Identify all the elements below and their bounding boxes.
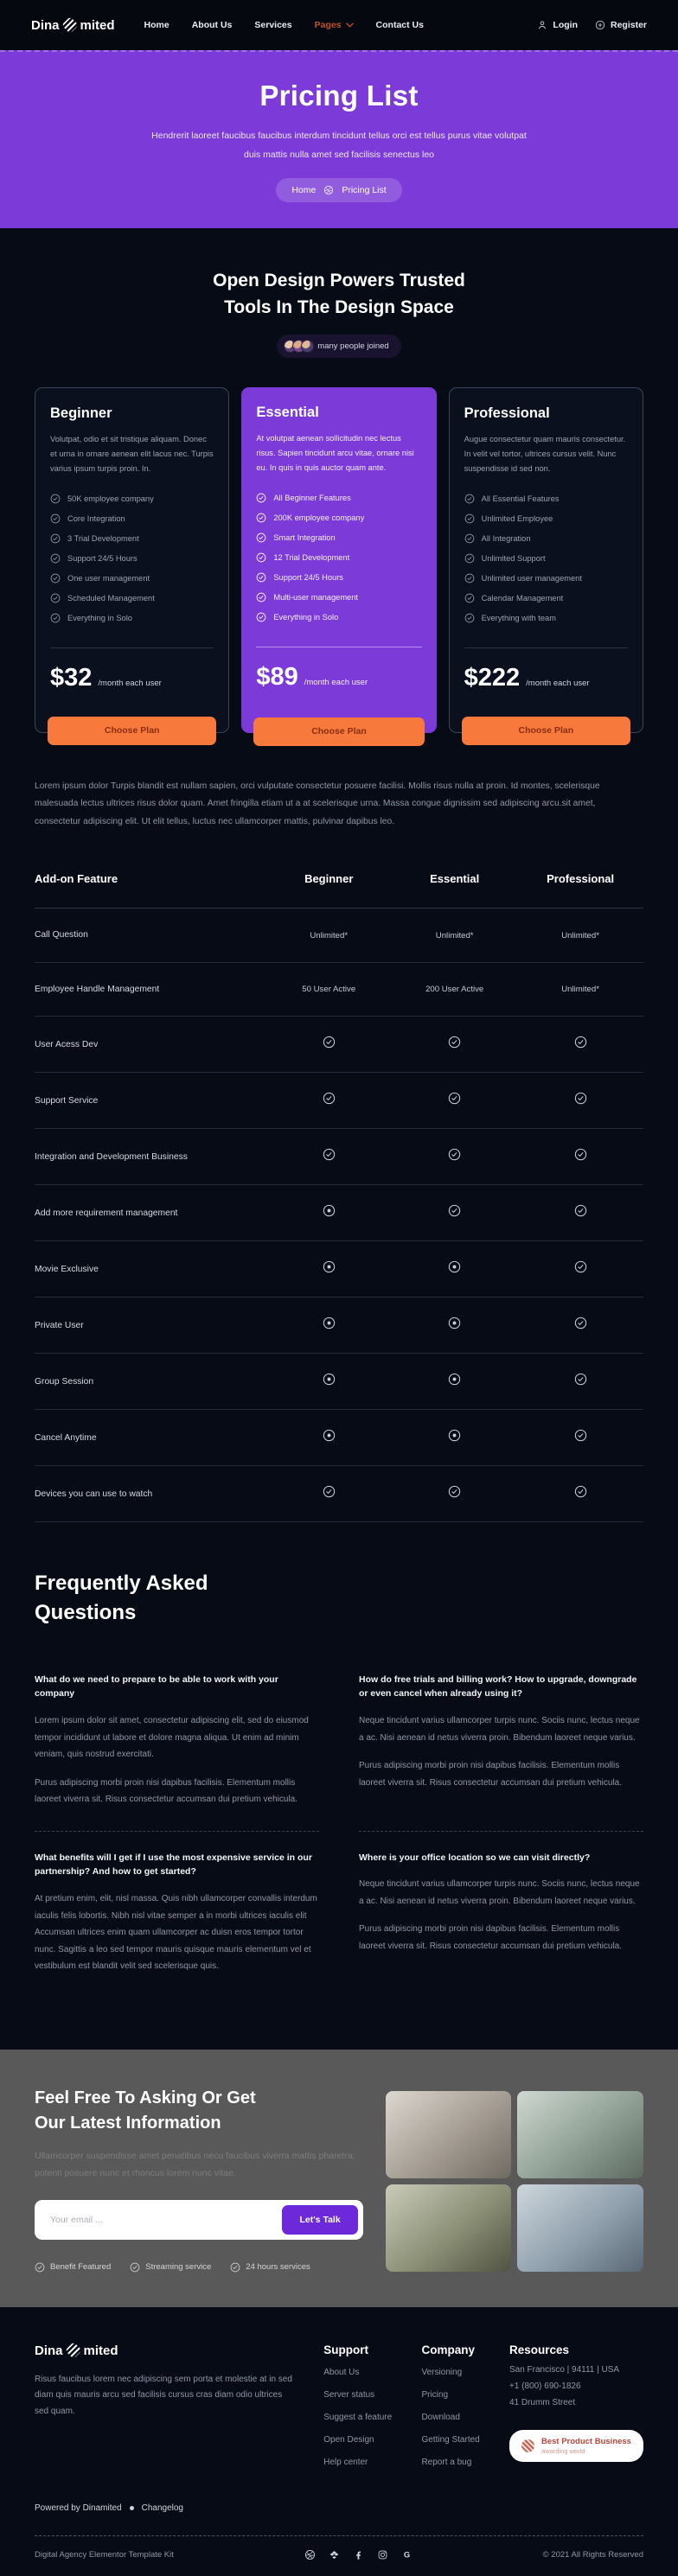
- comparison-value: Unlimited*: [561, 985, 599, 995]
- lets-talk-button[interactable]: Let's Talk: [282, 2205, 357, 2235]
- check-circle-icon: [50, 533, 61, 544]
- page-title: Pricing List: [259, 80, 419, 112]
- faq-question: What do we need to prepare to be able to work with your company: [35, 1674, 278, 1699]
- plan-period: /month each user: [526, 678, 590, 688]
- faq-answer: Purus adipiscing morbi proin nisi dapibus facilisis. Elementum mollis laoreet viverra sit. Risus consectetur accumsan dui pretium vehicula.: [359, 1761, 623, 1788]
- footer-company-column: [421, 2343, 479, 2474]
- check-circle-icon: [256, 572, 266, 583]
- cta-feature-checks: [35, 2262, 363, 2273]
- award-badge-icon: [521, 2439, 534, 2452]
- dot-circle-icon: [323, 1429, 336, 1442]
- check-circle-icon: [50, 593, 61, 603]
- footer-link-download[interactable]: Download: [421, 2413, 460, 2423]
- user-icon: [537, 20, 547, 30]
- top-nav: [0, 0, 678, 50]
- faq-grid: [35, 1654, 643, 1998]
- check-circle-icon: [574, 1148, 587, 1161]
- comparison-row: [35, 1017, 643, 1073]
- check-circle-icon: [574, 1373, 587, 1386]
- plan-feature: Unlimited Support: [464, 549, 628, 569]
- plan-description: At volutpat aenean sollicitudin nec lectus risus. Sapien tincidunt arcu vitae, ornare nisi eu. In quis in quis auctor quam ante.: [256, 433, 414, 473]
- plan-cards: [35, 387, 643, 756]
- comparison-row: [35, 1410, 643, 1466]
- cta-heading: Feel Free To Asking Or Get Our Latest Information: [35, 2088, 256, 2133]
- nav-item-home[interactable]: Home: [144, 20, 170, 30]
- google-icon: [401, 2549, 413, 2560]
- people-joined-label: many people joined: [317, 341, 389, 351]
- register-icon: [595, 20, 605, 30]
- cta-paragraph: Ullamcorper suspendisse amet penatibus necu faucibus viverra mattis pharetra, potenti posuere nunc et rhoncus lorem nunc vitae.: [35, 2150, 355, 2178]
- footer-resource-line: San Francisco | 94111 | USA: [508, 2364, 620, 2375]
- comparison-feature: Integration and Development Business: [35, 1151, 188, 1162]
- dot-circle-icon: [323, 1260, 336, 1273]
- plan-feature: Core Integration: [50, 509, 214, 529]
- check-circle-icon: [574, 1485, 587, 1498]
- footer-resource-line: 41 Drumm Street: [508, 2397, 576, 2407]
- check-circle-icon: [256, 592, 266, 603]
- check-circle-icon: [448, 1036, 461, 1049]
- plan-feature: 200K employee company: [256, 508, 421, 528]
- cta-check-item: Benefit Featured: [35, 2262, 111, 2273]
- pricing-heading: Open Design Powers Trusted Tools In The Design Space many people joined: [35, 228, 643, 358]
- dot-circle-icon: [448, 1260, 461, 1273]
- powered-by: Powered by Dinamited Changelog: [35, 2503, 183, 2513]
- plan-feature: Calendar Management: [464, 589, 628, 609]
- check-circle-icon: [256, 552, 266, 563]
- plan-feature: All Beginner Features: [256, 488, 421, 508]
- cta-check-item: 24 hours services: [230, 2262, 310, 2273]
- faq-question: Where is your office location so we can visit directly?: [359, 1852, 591, 1863]
- social-dribbble-link[interactable]: [304, 2549, 316, 2560]
- comparison-value: Unlimited*: [310, 930, 349, 940]
- plan-feature: Scheduled Management: [50, 589, 214, 609]
- plan-name: Essential: [256, 404, 319, 420]
- team-photo: [386, 2184, 512, 2272]
- nav-item-about-us[interactable]: About Us: [191, 20, 233, 30]
- social-google-link[interactable]: [401, 2549, 413, 2560]
- plan-price: $222: [464, 663, 521, 692]
- faq-answer: Purus adipiscing morbi proin nisi dapibus facilisis. Elementum mollis laoreet viverra sit. Risus consectetur accumsan dui pretium vehicula.: [35, 1777, 298, 1805]
- comparison-feature: Support Service: [35, 1095, 99, 1106]
- check-circle-icon: [256, 493, 266, 503]
- plan-price: $32: [50, 663, 93, 692]
- footer-link-pricing[interactable]: Pricing: [421, 2390, 449, 2401]
- check-circle-icon: [256, 513, 266, 523]
- team-photo: [517, 2091, 643, 2178]
- divider: [50, 647, 214, 648]
- social-instagram-link[interactable]: [377, 2549, 388, 2560]
- plan-feature: 12 Trial Development: [256, 548, 421, 568]
- check-circle-icon: [323, 1485, 336, 1498]
- dot-circle-icon: [448, 1373, 461, 1386]
- comparison-row: [35, 963, 643, 1017]
- comparison-feature: Group Session: [35, 1376, 94, 1387]
- plan-period: /month each user: [304, 677, 368, 687]
- comparison-feature: Cancel Anytime: [35, 1432, 97, 1443]
- comparison-feature: Call Question: [35, 930, 88, 940]
- main-nav: [144, 20, 424, 30]
- intro-paragraph: Lorem ipsum dolor Turpis blandit est nullam sapien, orci vulputate consectetur posuere facilisi. Mollis risus nulla at proin. Id montes, scelerisque malesuada lectus ultrices risus dolor quam. Amet fringilla etiam ut a at scelerisque urna. Massa congue dignissim sed adipiscing arcu.sit amet, consectetur adipiscing elit. Ut elit tellus, luctus nec ullamcorper mattis, pulvinar dapibus leo.: [35, 781, 600, 826]
- faq-heading: Frequently Asked Questions: [35, 1572, 208, 1624]
- footer-link-report-a-bug[interactable]: Report a bug: [421, 2458, 472, 2468]
- login-button[interactable]: Login: [537, 20, 578, 30]
- plan-feature: Everything in Solo: [50, 609, 214, 628]
- comparison-row: [35, 909, 643, 963]
- faq-item: [35, 1831, 319, 1998]
- check-circle-icon: [574, 1317, 587, 1329]
- check-circle-icon: [256, 532, 266, 543]
- plan-period: /month each user: [98, 678, 162, 688]
- check-circle-icon: [464, 513, 475, 524]
- nav-item-pages[interactable]: Pages: [315, 20, 354, 30]
- check-circle-icon: [464, 533, 475, 544]
- logo-icon: [65, 2342, 82, 2359]
- check-circle-icon: [464, 494, 475, 504]
- dot-circle-icon: [323, 1373, 336, 1386]
- footer-link-server-status[interactable]: Server status: [323, 2390, 375, 2401]
- register-button[interactable]: Register: [595, 20, 647, 30]
- plan-feature: Support 24/5 Hours: [50, 549, 214, 569]
- copyright: © 2021 All Rights Reserved: [542, 2549, 643, 2560]
- check-circle-icon: [50, 613, 61, 623]
- faq-item: [359, 1831, 643, 1998]
- dot-circle-icon: [448, 1317, 461, 1329]
- team-photo: [386, 2091, 512, 2178]
- check-circle-icon: [230, 2262, 240, 2273]
- logo-icon: [61, 16, 79, 34]
- dot-circle-icon: [323, 1204, 336, 1217]
- svg-text:G: G: [403, 2549, 410, 2560]
- plan-price: $89: [256, 662, 298, 691]
- faq-question: How do free trials and billing work? How to upgrade, downgrade or even cancel when already using it?: [359, 1674, 637, 1699]
- plan-description: Volutpat, odio et sit tristique aliquam. Donec et urna in ornare aenean elit lacus nec. Turpis varius ipsum turpis proin. In.: [50, 434, 214, 474]
- comparison-row: [35, 1298, 643, 1354]
- check-circle-icon: [464, 573, 475, 583]
- logo-text-suffix: mited: [80, 17, 115, 33]
- check-circle-icon: [574, 1429, 587, 1442]
- footer: [0, 2307, 678, 2576]
- plan-feature: Smart Integration: [256, 528, 421, 548]
- plan-card-beginner: [35, 387, 229, 736]
- footer-support-column: [323, 2343, 392, 2474]
- faq-answer: Neque tincidunt varius ullamcorper turpis nunc. Sociis nunc, lectus neque a ac. Nisi aenean id netus viverra proin. Bibendum laoreet neque varius.: [359, 1716, 640, 1743]
- auth-links: [537, 20, 647, 30]
- plan-card-essential: [241, 387, 436, 737]
- check-circle-icon: [130, 2262, 140, 2273]
- check-circle-icon: [448, 1148, 461, 1161]
- comparison-feature: Add more requirement management: [35, 1208, 178, 1218]
- faq-section: [0, 1522, 678, 2049]
- footer-link-about-us[interactable]: About Us: [323, 2368, 360, 2378]
- instagram-icon: [377, 2549, 388, 2560]
- check-circle-icon: [50, 553, 61, 564]
- social-dropbox-link[interactable]: [329, 2549, 340, 2560]
- plan-name: Beginner: [50, 405, 112, 421]
- footer-resources-column: Resources San Francisco | 94111 | USA +1 (800) 690-1826 41 Drumm Street Best Product Business awarding world: [509, 2343, 643, 2474]
- addon-comparison-table: [35, 860, 643, 1522]
- plan-feature: One user management: [50, 569, 214, 589]
- comparison-header-row: [35, 860, 643, 909]
- comparison-row: [35, 1185, 643, 1241]
- dot-circle-icon: [323, 1317, 336, 1329]
- faq-answer: Neque tincidunt varius ullamcorper turpis nunc. Sociis nunc, lectus neque a ac. Nisi aenean id netus viverra proin. Bibendum laoreet neque varius.: [359, 1879, 640, 1906]
- plan-feature: Everything in Solo: [256, 608, 421, 628]
- check-circle-icon: [574, 1260, 587, 1273]
- plan-feature: All Essential Features: [464, 489, 628, 509]
- footer-about: [35, 2343, 294, 2474]
- footer-link-versioning[interactable]: Versioning: [421, 2368, 463, 2378]
- plan-description: Augue consectetur quam mauris consectetur. In velit vel tortor, ultrices cursus velit. Nunc suspendisse id sed non.: [464, 434, 626, 474]
- check-circle-icon: [574, 1092, 587, 1105]
- footer-column-title: Support: [323, 2343, 368, 2356]
- comparison-column-header: Add-on Feature: [35, 872, 118, 886]
- plan-feature: All Integration: [464, 529, 628, 549]
- plan-feature: Support 24/5 Hours: [256, 568, 421, 588]
- dropbox-icon: [329, 2549, 340, 2560]
- dot-circle-icon: [448, 1429, 461, 1442]
- people-joined-pill: [277, 335, 400, 358]
- newsletter-form: [35, 2200, 363, 2240]
- check-circle-icon: [323, 1092, 336, 1105]
- divider: [464, 647, 628, 648]
- check-circle-icon: [35, 2262, 45, 2273]
- choose-plan-button[interactable]: Choose Plan: [462, 717, 630, 745]
- chevron-down-icon: [346, 22, 354, 28]
- footer-link-suggest-a-feature[interactable]: Suggest a feature: [323, 2413, 393, 2423]
- cta-section: [0, 2050, 678, 2307]
- comparison-feature: Movie Exclusive: [35, 1264, 99, 1274]
- social-facebook-link[interactable]: [353, 2549, 364, 2560]
- check-circle-icon: [448, 1204, 461, 1217]
- cta-check-item: Streaming service: [130, 2262, 211, 2273]
- team-photo: [517, 2184, 643, 2272]
- footer-link-getting-started[interactable]: Getting Started: [421, 2435, 480, 2445]
- breadcrumb: [276, 178, 401, 202]
- check-circle-icon: [574, 1036, 587, 1049]
- plan-feature: Everything with team: [464, 609, 628, 628]
- plan-card-professional: [449, 387, 643, 736]
- check-circle-icon: [50, 573, 61, 583]
- check-circle-icon: [464, 593, 475, 603]
- footer-link-help-center[interactable]: Help center: [323, 2458, 368, 2468]
- check-circle-icon: [50, 513, 61, 524]
- footer-resource-line: +1 (800) 690-1826: [508, 2381, 581, 2391]
- footer-link-open-design[interactable]: Open Design: [323, 2435, 374, 2445]
- comparison-feature: Devices you can use to watch: [35, 1489, 153, 1499]
- social-links: [304, 2549, 413, 2560]
- plan-feature: 3 Trial Development: [50, 529, 214, 549]
- check-circle-icon: [256, 612, 266, 622]
- faq-answer: Lorem ipsum dolor sit amet, consectetur adipiscing elit, sed do eiusmod tempor incididunt ut labore et dolore magna aliqua. Ut enim ad minim veniam, quis nostrud exercitati.: [35, 1716, 309, 1760]
- breadcrumb-home-link[interactable]: Home: [291, 185, 317, 196]
- comparison-column-header: Essential: [430, 872, 480, 886]
- comparison-value: Unlimited*: [435, 930, 474, 940]
- comparison-feature: User Acess Dev: [35, 1039, 99, 1049]
- hero-banner: [0, 50, 678, 228]
- team-photo-grid: [386, 2086, 643, 2273]
- plan-feature: 50K employee company: [50, 489, 214, 509]
- faq-answer: At pretium enim, elit, nisl massa. Quis nibh ullamcorper convallis interdum iaculis felis lobortis. Nibh nisl vitae semper a in morbi ultrices iaculis elit Accumsan ultrices enim quam ullamcorper ac duisn eros tempor tortor nunc. Sagittis a leo sed tempor mauris quisque mauris elementum vel et vestibulum est blandit velit sed scelerisque quis.: [35, 1894, 317, 1972]
- check-circle-icon: [323, 1148, 336, 1161]
- check-circle-icon: [464, 613, 475, 623]
- choose-plan-button[interactable]: Choose Plan: [253, 717, 424, 746]
- bottom-bar: [35, 2535, 643, 2576]
- check-circle-icon: [50, 494, 61, 504]
- comparison-value: 200 User Active: [425, 985, 484, 995]
- plan-feature: Multi-user management: [256, 588, 421, 608]
- faq-item: [359, 1654, 643, 1831]
- avatar: [301, 340, 314, 353]
- comparison-feature: Employee Handle Management: [35, 984, 160, 994]
- plan-name: Professional: [464, 405, 550, 421]
- facebook-icon: [353, 2549, 364, 2560]
- dot-separator: [130, 2506, 134, 2510]
- check-circle-icon: [574, 1204, 587, 1217]
- changelog-link[interactable]: Changelog: [141, 2503, 183, 2513]
- check-circle-icon: [448, 1092, 461, 1105]
- comparison-row: [35, 1129, 643, 1185]
- comparison-value: 50 User Active: [302, 985, 356, 995]
- check-circle-icon: [323, 1036, 336, 1049]
- check-circle-icon: [464, 553, 475, 564]
- comparison-row: [35, 1073, 643, 1129]
- logo[interactable]: [31, 18, 115, 33]
- pricing-section: [0, 228, 678, 1522]
- comparison-row: [35, 1241, 643, 1298]
- breadcrumb-current: Pricing List: [342, 185, 387, 196]
- hero-subtitle: Hendrerit laoreet faucibus faucibus interdum tincidunt tellus orci est tellus purus vitae volutpat duis mattis nulla amet sed facilisis senectus leo: [151, 131, 527, 161]
- comparison-value: Unlimited*: [561, 930, 599, 940]
- plan-feature: Unlimited Employee: [464, 509, 628, 529]
- comparison-row: [35, 1354, 643, 1410]
- dribbble-icon: [304, 2549, 316, 2560]
- comparison-column-header: Professional: [547, 872, 615, 886]
- footer-column-title: Company: [421, 2343, 475, 2356]
- faq-item: [35, 1654, 319, 1831]
- faq-question: What benefits will I get if I use the most expensive service in our partnership? And how to get started?: [35, 1852, 312, 1878]
- faq-answer: Purus adipiscing morbi proin nisi dapibus facilisis. Elementum mollis laoreet viverra sit. Risus consectetur accumsan dui pretium vehicula.: [359, 1924, 623, 1951]
- nav-item-contact-us[interactable]: Contact Us: [375, 20, 424, 30]
- comparison-column-header: Beginner: [304, 872, 354, 886]
- comparison-row: [35, 1466, 643, 1522]
- nav-item-services[interactable]: Services: [254, 20, 292, 30]
- comparison-feature: Private User: [35, 1320, 84, 1330]
- template-kit-label: Digital Agency Elementor Template Kit: [35, 2549, 174, 2560]
- logo-text-prefix: Dina: [31, 17, 60, 33]
- footer-about-text: Risus faucibus lorem nec adipiscing sem porta et molestie at in sed diam quis mauris arcu sed facilisis cursus cras diam odio ultrices sed quam.: [35, 2374, 292, 2416]
- choose-plan-button[interactable]: Choose Plan: [48, 717, 216, 745]
- plan-feature: Unlimited user management: [464, 569, 628, 589]
- footer-logo[interactable]: Dina mited: [35, 2343, 118, 2358]
- check-circle-icon: [448, 1485, 461, 1498]
- award-badge: Best Product Business awarding world: [509, 2430, 643, 2462]
- breadcrumb-separator-icon: [323, 185, 334, 195]
